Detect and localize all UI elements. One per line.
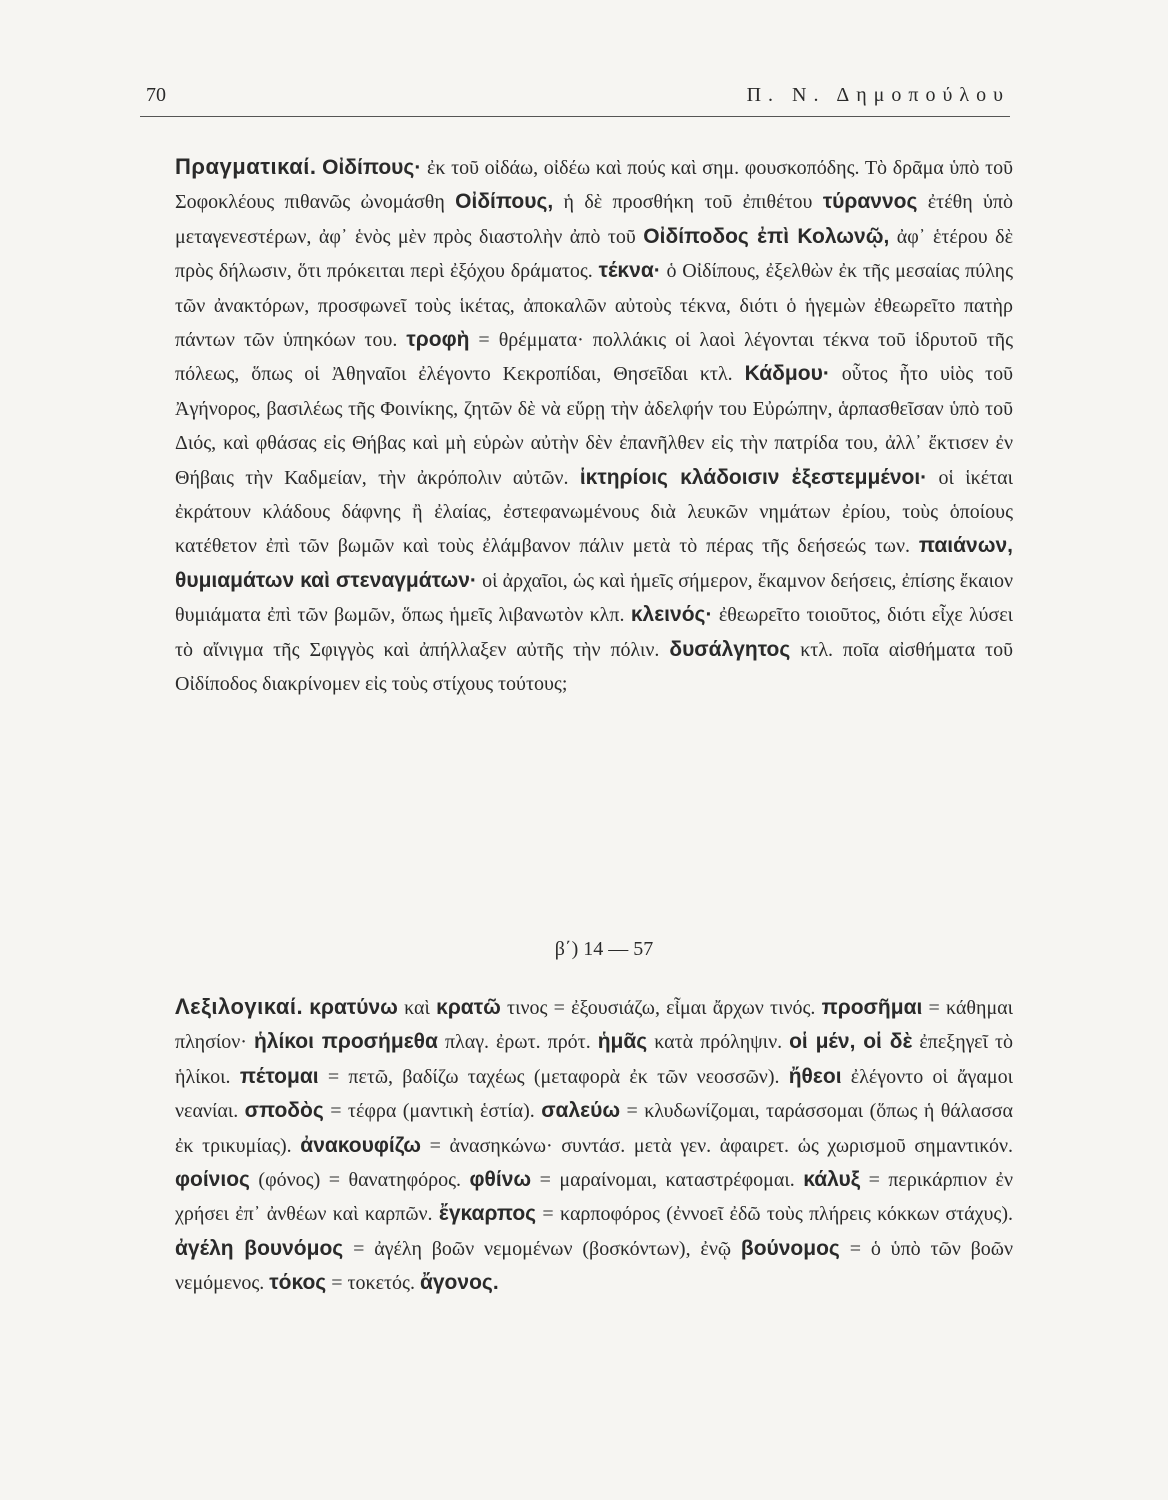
- gloss: = καρποφόρος (ἐννοεῖ ἐδῶ τοὺς πλήρεις κόκκων στάχυς).: [536, 1203, 1013, 1226]
- term: κάλυξ: [803, 1168, 861, 1192]
- term: φθίνω: [469, 1168, 532, 1192]
- realia-paragraph: [175, 150, 1013, 702]
- gloss: = κλυδωνίζομαι, ταράσσομαι (ὅπως ἡ θάλασσα ἐκ τρικυμίας).: [175, 1100, 1013, 1157]
- gloss: = τέφρα (μαντικὴ ἑστία).: [323, 1100, 542, 1123]
- term: δυσάλγητος: [669, 637, 791, 661]
- term: πέτομαι: [239, 1064, 319, 1088]
- term: τροφὴ: [406, 328, 470, 352]
- gloss: οὗτος ἦτο υἱὸς τοῦ Ἀγήνορος, βασιλέως τῆς Φοινίκης, ζητῶν δὲ νὰ εὕρῃ τὴν ἀδελφήν του Εὐρώπην, ἁρπασθεῖσαν ὑπὸ τοῦ Διός, καὶ φθάσας εἰς Θήβας καὶ μὴ εὑρὼν αὐτὴν δὲν ἐπανῆλθεν εἰς τὴν πατρίδα του, ἀλλ᾽ ἔκτισεν ἐν Θήβαις τὴν Καδμείαν, τὴν ἀκρόπολιν αὐτῶν.: [175, 363, 1013, 489]
- term: Οἰδίπους·: [322, 156, 422, 179]
- term: σαλεύω: [541, 1099, 621, 1123]
- gloss: = κάθημαι πλησίον·: [175, 997, 1014, 1054]
- gloss: = τοκετός.: [326, 1272, 420, 1295]
- gloss: = πετῶ, βαδίζω ταχέως (μεταφορὰ ἐκ τῶν νεοσσῶν).: [318, 1065, 789, 1088]
- gloss: τινος = ἐξουσιάζω, εἶμαι ἄρχων τινός.: [500, 997, 822, 1019]
- lexical-paragraph: [175, 990, 1013, 1301]
- realia-section: [175, 150, 1013, 702]
- term: ἱκτηρίοις κλάδοισιν ἐξεστεμμένοι·: [579, 465, 928, 489]
- gloss: κτλ. ποῖα αἰσθήματα τοῦ Οἰδίποδος διακρίνομεν εἰς τοὺς στίχους τούτους;: [175, 638, 1013, 696]
- term: βούνομος: [740, 1236, 840, 1260]
- gloss: = περικάρπιον ἐν χρήσει ἐπ᾽ ἀνθέων καὶ καρπῶν.: [175, 1169, 1013, 1226]
- term: οἱ μέν, οἱ δὲ: [789, 1030, 913, 1054]
- term: κρατύνω: [309, 996, 398, 1019]
- term: ἡμᾶς: [597, 1030, 648, 1054]
- term: ἄγονος.: [419, 1271, 499, 1295]
- gloss: ἐτέθη ὑπὸ μεταγενεστέρων, ἀφ᾽ ἑνὸς μὲν πρὸς διαστολὴν ἀπὸ τοῦ: [175, 191, 1014, 248]
- term: κλεινός·: [630, 603, 713, 627]
- gloss: ὁ Οἰδίπους, ἐξελθὼν ἐκ τῆς μεσαίας πύλης τῶν ἀνακτόρων, προσφωνεῖ τοὺς ἱκέτας, ἀποκαλῶν αὐτοὺς τέκνα, διότι ὁ ἡγεμὼν ἐθεωρεῖτο πατὴρ πάντων τῶν ὑπηκόων του.: [175, 260, 1013, 352]
- term: τέκνα·: [598, 259, 661, 283]
- term: ἔγκαρπος: [438, 1202, 537, 1226]
- gloss: = ἀνασηκώνω· συντάσ. μετὰ γεν. ἀφαιρετ. ὡς χωρισμοῦ σημαντικόν.: [420, 1134, 1013, 1157]
- gloss: (φόνος) = θανατηφόρος.: [249, 1169, 470, 1192]
- gloss: πλαγ. ἐρωτ. πρότ.: [437, 1031, 598, 1054]
- gloss: ἡ δὲ προσθήκη τοῦ ἐπιθέτου: [553, 191, 823, 214]
- gloss: = ὁ ὑπὸ τῶν βοῶν νεμόμενος.: [175, 1237, 1014, 1295]
- verse-reference: β΄) 14 — 57: [554, 938, 654, 960]
- term: Κάδμου·: [744, 362, 830, 386]
- gloss: οἱ ἀρχαῖοι, ὡς καὶ ἡμεῖς σήμερον, ἔκαμνον δεήσεις, ἐπίσης ἔκαιον θυμιάματα ἐπὶ τῶν βωμῶν, ὅπως ἡμεῖς λιβανωτὸν κλπ.: [175, 569, 1013, 627]
- term: ἡλίκοι προσήμεθα: [253, 1030, 438, 1054]
- section-heading: Πραγματικαί.: [175, 154, 317, 179]
- term: σποδὸς: [244, 1099, 324, 1123]
- term: φοίνιος: [175, 1168, 250, 1192]
- lexical-section: [175, 990, 1013, 1301]
- gloss: ἐλέγοντο οἱ ἄγαμοι νεανίαι.: [175, 1065, 1013, 1123]
- section-heading: Λεξιλογικαί.: [175, 994, 304, 1019]
- gloss: = μαραίνομαι, καταστρέφομαι.: [531, 1169, 804, 1192]
- term: παιάνων, θυμιαμάτων καὶ στεναγμάτων·: [175, 534, 1013, 592]
- gloss: = ἀγέλη βοῶν νεμομένων (βοσκόντων), ἐνῷ: [343, 1237, 741, 1260]
- term: ἀγέλη βουνόμος: [175, 1236, 344, 1260]
- gloss: οἱ ἱκέται ἐκράτουν κλάδους δάφνης ἢ ἐλαίας, ἐστεφανωμένους διὰ λευκῶν νημάτων ἐρίου, τοὺς ὁποίους κατέθετον ἐπὶ τῶν βωμῶν καὶ τοὺς ἐλάμβανον πάλιν μετὰ τὸ πέρας τῆς δεήσεώς των.: [175, 466, 1013, 558]
- page-header: [140, 84, 1010, 117]
- gloss: = θρέμματα· πολλάκις οἱ λαοὶ λέγονται τέκνα τοῦ ἱδρυτοῦ τῆς πόλεως, ὅπως οἱ Ἀθηναῖοι ἐλέγοντο Κεκροπίδαι, Θησεῖδαι κτλ.: [175, 329, 1013, 386]
- term: τύραννος: [822, 190, 918, 214]
- gloss: ἐκ τοῦ οἰδάω, οἰδέω καὶ πούς καὶ σημ. φουσκοπόδης. Τὸ δρᾶμα ὑπὸ τοῦ Σοφοκλέους πιθανῶς ὠνομάσθη: [175, 157, 1014, 214]
- term: Οἰδίπους,: [455, 190, 554, 214]
- term: ἀνακουφίζω: [300, 1133, 421, 1157]
- gloss: ἀφ᾽ ἑτέρου δὲ πρὸς δήλωσιν, ὅτι πρόκειται περὶ ἐξόχου δράματος.: [175, 225, 1013, 283]
- term: κρατῶ: [436, 996, 501, 1019]
- term: ἤθεοι: [788, 1064, 842, 1088]
- term: Οἰδίποδος ἐπὶ Κολωνῷ,: [643, 224, 890, 248]
- gloss: ἐθεωρεῖτο τοιοῦτος, διότι εἶχε λύσει τὸ αἴνιγμα τῆς Σφιγγὸς καὶ ἀπήλλαξεν αὐτῆς τὴν πόλιν.: [175, 604, 1013, 661]
- term: προσῆμαι: [821, 996, 923, 1019]
- page-number: 70: [146, 84, 166, 106]
- gloss: ἐπεξηγεῖ τὸ ἡλίκοι.: [175, 1031, 1013, 1088]
- gloss: καὶ: [397, 997, 437, 1019]
- gloss: κατὰ πρόληψιν.: [647, 1031, 790, 1054]
- term: τόκος: [269, 1271, 327, 1295]
- running-head: Π. Ν. Δημοπούλου: [746, 84, 1010, 106]
